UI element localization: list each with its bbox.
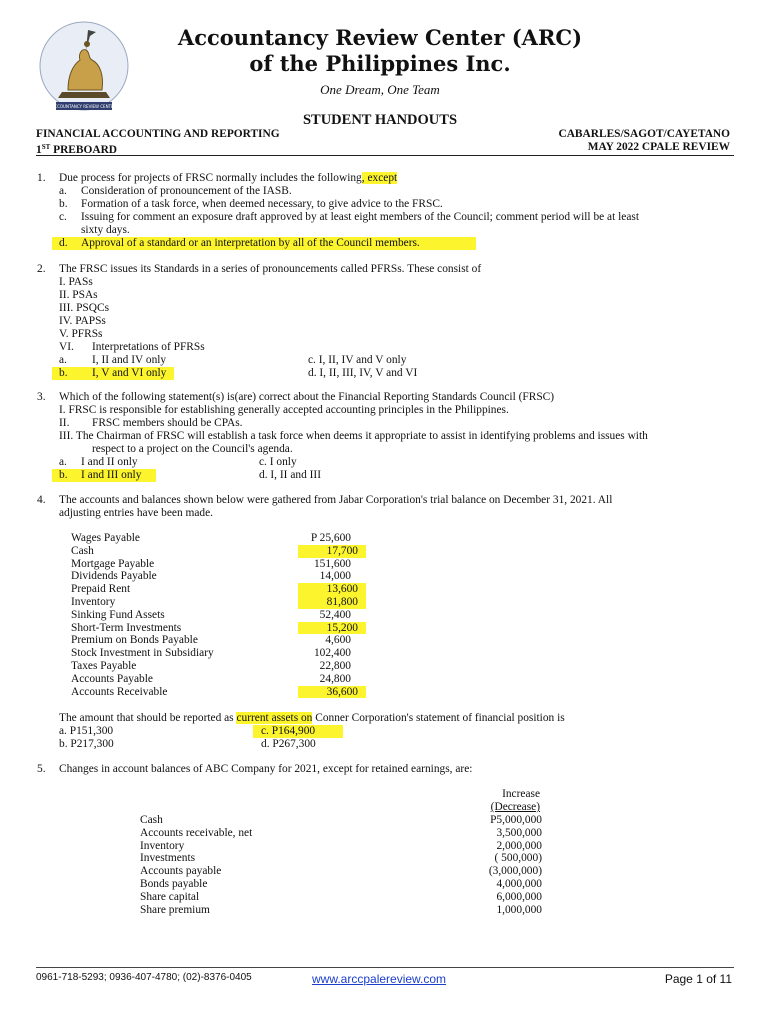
q1-option-c-line1: Issuing for comment an exposure draft approved by at least eight members of the Council; comment period will be at least xyxy=(81,211,639,223)
q2-item-4: IV. PAPSs xyxy=(59,315,106,327)
q5-col-header-2: (Decrease) xyxy=(490,801,540,813)
q2-b-letter: b. xyxy=(59,367,68,379)
q1-a-letter: a. xyxy=(59,185,67,197)
q3-statement-1: I. FRSC is responsible for establishing generally accepted accounting principles in the Philippines. xyxy=(59,404,509,416)
q5-account-name: Cash xyxy=(140,814,163,826)
q4-account-value: 14,000 xyxy=(319,570,351,583)
q3-statement-2: FRSC members should be CPAs. xyxy=(92,417,243,429)
q5-col-header-1: Increase xyxy=(502,788,540,800)
exam-num: 1 xyxy=(36,144,42,156)
q4-account-name: Wages Payable xyxy=(71,532,140,544)
org-name-line2: of the Philippines Inc. xyxy=(249,51,511,76)
q4-question-pre: The amount that should be reported as xyxy=(59,712,237,724)
q2-item-6: Interpretations of PFRSs xyxy=(92,341,205,353)
q4-question-highlight: current assets on xyxy=(236,712,313,724)
q5-account-change: P5,000,000 xyxy=(490,814,542,826)
q5-account-name: Accounts payable xyxy=(140,865,222,878)
q2-number: 2. xyxy=(37,263,46,275)
q1-stem-text: Due process for projects of FRSC normally includes the following xyxy=(59,172,362,184)
q4-account-name: Accounts Payable xyxy=(71,672,153,685)
q2-option-a: I, II and IV only xyxy=(92,354,167,366)
q4-account-name: Premium on Bonds Payable xyxy=(71,634,198,647)
website-link[interactable]: www.arccpalereview.com xyxy=(312,972,447,986)
q3-option-d: d. I, II and III xyxy=(259,469,321,481)
q3-stem: Which of the following statement(s) is(are) correct about the Financial Reporting Standards Council (FRSC) xyxy=(59,391,555,403)
q2-stem: The FRSC issues its Standards in a series of pronouncements called PFRSs. These consist of xyxy=(59,263,482,275)
q1-option-c-line2: sixty days. xyxy=(81,224,130,236)
q5-account-change: 3,500,000 xyxy=(496,826,542,839)
q3-a-letter: a. xyxy=(59,456,67,468)
q5-account-name: Inventory xyxy=(140,839,185,852)
q3-statement-3-line2: respect to a project on the Council's agenda. xyxy=(92,443,293,455)
q1-option-b: Formation of a task force, when deemed necessary, to give advice to the FRSC. xyxy=(81,198,443,210)
q4-account-value: 22,800 xyxy=(319,660,351,672)
q4-account-name: Stock Investment in Subsidiary xyxy=(71,647,214,660)
q5-account-name: Investments xyxy=(140,852,196,865)
q1-stem-highlight: , except xyxy=(361,172,398,184)
q5-account-change: 1,000,000 xyxy=(496,903,542,916)
q4-option-c: c. P164,900 xyxy=(261,725,316,737)
q1-c-letter: c. xyxy=(59,211,67,223)
q4-account-name: Accounts Receivable xyxy=(71,685,168,698)
footer-page: Page 1 of 11 xyxy=(664,972,732,986)
q4-account-name: Inventory xyxy=(71,596,116,608)
q3-number: 3. xyxy=(37,391,46,403)
q5-account-name: Share capital xyxy=(140,890,200,903)
q1-b-letter: b. xyxy=(59,198,68,210)
q2-item-6-label: VI. xyxy=(59,341,74,353)
q3-option-c: c. I only xyxy=(259,456,297,468)
tagline: One Dream, One Team xyxy=(320,82,440,97)
q4-account-value: 81,800 xyxy=(298,596,366,609)
q3-statement-2-label: II. xyxy=(59,417,70,429)
header-rule xyxy=(36,155,734,156)
q4-account-name: Sinking Fund Assets xyxy=(71,608,165,621)
q2-item-2: II. PSAs xyxy=(59,289,98,301)
q5-stem: Changes in account balances of ABC Company for 2021, except for retained earnings, are: xyxy=(59,763,473,775)
q5-number: 5. xyxy=(37,763,46,775)
q5-account-change: 6,000,000 xyxy=(496,890,542,903)
q4-account-value: P 25,600 xyxy=(310,532,351,544)
q5-account-name: Accounts receivable, net xyxy=(140,826,253,839)
q4-account-value: 17,700 xyxy=(298,545,366,558)
q5-account-change: ( 500,000) xyxy=(494,852,542,865)
q4-account-value: 102,400 xyxy=(313,647,351,660)
q4-stem-line2: adjusting entries have been made. xyxy=(59,507,214,519)
q4-option-d: d. P267,300 xyxy=(261,738,316,750)
q4-account-name: Cash xyxy=(71,544,94,557)
q3-option-a: I and II only xyxy=(81,456,138,468)
footer-phones: 0961-718-5293; 0936-407-4780; (02)-8376-0405 xyxy=(36,972,252,983)
q5-account-change: (3,000,000) xyxy=(488,865,542,878)
q5-account-name: Bonds payable xyxy=(140,878,208,890)
logo-text: ACCOUNTANCY REVIEW CENTER xyxy=(51,104,117,109)
q1-option-a: Consideration of pronouncement of the IASB. xyxy=(81,185,292,197)
org-name-line1: Accountancy Review Center (ARC) xyxy=(177,25,583,50)
exam-rest: PREBOARD xyxy=(50,144,118,156)
q2-a-letter: a. xyxy=(59,354,67,366)
footer-rule xyxy=(36,967,734,968)
q4-account-name: Prepaid Rent xyxy=(71,583,131,596)
q4-question-post: Conner Corporation's statement of financial position is xyxy=(312,712,565,724)
q4-account-value: 15,200 xyxy=(298,622,366,635)
q4-account-value: 4,600 xyxy=(325,634,351,647)
q1-number: 1. xyxy=(37,172,46,184)
q3-statement-3-line1: III. The Chairman of FRSC will establish a task force when deems it appropriate to assist in identifying problems and issues with xyxy=(59,430,648,442)
q5-account-change: 4,000,000 xyxy=(496,878,542,890)
authors-label: CABARLES/SAGOT/CAYETANO xyxy=(558,128,730,140)
q5-account-name: Share premium xyxy=(140,903,210,916)
q1-stem xyxy=(59,172,397,185)
q5-account-change: 2,000,000 xyxy=(496,839,542,852)
q1-d-letter: d. xyxy=(59,237,68,249)
q4-number: 4. xyxy=(37,494,46,506)
arc-logo xyxy=(38,20,130,120)
q4-account-name: Dividends Payable xyxy=(71,570,157,583)
q4-account-value: 24,800 xyxy=(319,672,351,685)
q4-account-value: 52,400 xyxy=(319,608,351,621)
q2-option-c: c. I, II, IV and V only xyxy=(308,354,407,366)
q2-item-1: I. PASs xyxy=(59,276,93,288)
subject-label: FINANCIAL ACCOUNTING AND REPORTING xyxy=(36,128,280,140)
q4-account-name: Short-Term Investments xyxy=(71,621,182,634)
review-label: MAY 2022 CPALE REVIEW xyxy=(587,141,730,153)
q4-account-value: 36,600 xyxy=(298,686,366,699)
q4-option-a: a. P151,300 xyxy=(59,725,114,737)
q2-item-3: III. PSQCs xyxy=(59,302,110,314)
q3-b-letter: b. xyxy=(59,469,68,481)
q4-account-name: Taxes Payable xyxy=(71,660,137,672)
q1-option-d: Approval of a standard or an interpretation by all of the Council members. xyxy=(81,237,420,249)
q4-account-value: 151,600 xyxy=(313,557,351,570)
org-name xyxy=(150,25,610,77)
exam-sup: ST xyxy=(41,143,51,151)
q2-option-b: I, V and VI only xyxy=(92,367,167,379)
footer-website-wrap xyxy=(312,972,446,986)
q2-item-5: V. PFRSs xyxy=(59,328,103,340)
q4-question xyxy=(59,712,565,725)
q4-account-value: 13,600 xyxy=(298,583,366,596)
q2-option-d: d. I, II, III, IV, V and VI xyxy=(308,367,418,379)
handouts-title: STUDENT HANDOUTS xyxy=(302,112,458,128)
q4-option-b: b. P217,300 xyxy=(59,738,114,750)
q4-account-name: Mortgage Payable xyxy=(71,557,155,570)
q3-option-b: I and III only xyxy=(81,469,142,481)
q4-stem-line1: The accounts and balances shown below were gathered from Jabar Corporation's trial balance on December 31, 2021. All xyxy=(59,494,613,506)
